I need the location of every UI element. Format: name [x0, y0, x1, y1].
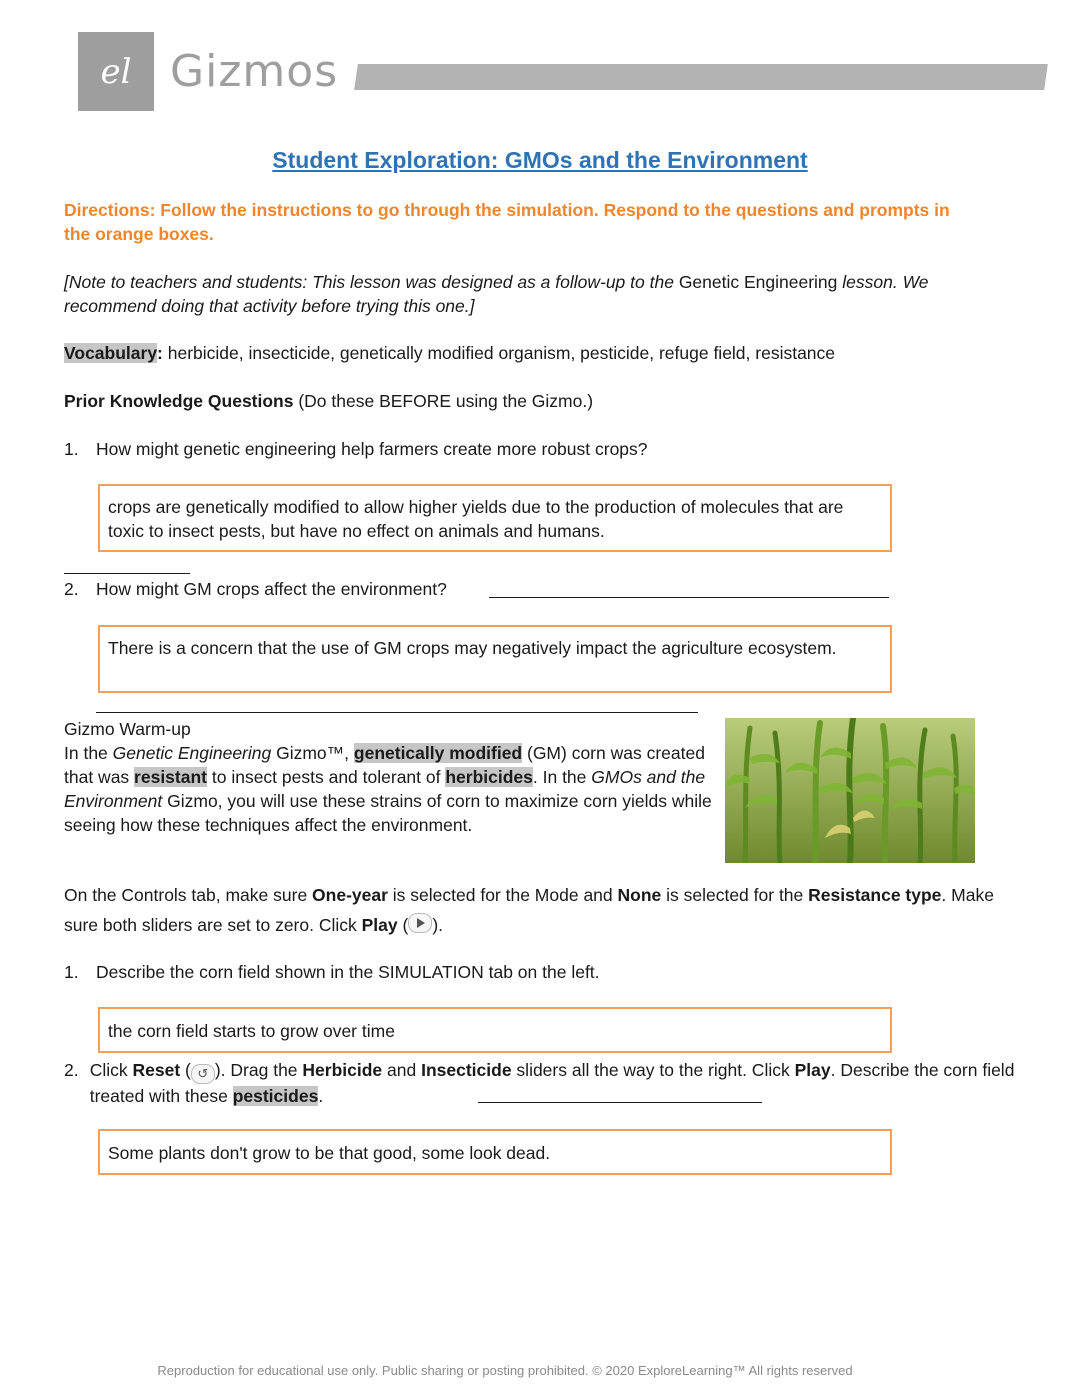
question-text: How might GM crops affect the environment?	[96, 579, 447, 599]
vocabulary-terms: herbicide, insecticide, genetically modified organism, pesticide, refuge field, resistance	[162, 343, 836, 363]
controls-text-part: is selected for the	[661, 885, 809, 905]
q2-text-part: ). Drag the	[214, 1060, 303, 1080]
answer-line	[489, 597, 889, 598]
answer-box-warmup-1[interactable]: the corn field starts to grow over time	[98, 1007, 892, 1053]
question-number: 1.	[64, 962, 79, 982]
warmup-text-part: (GM) corn was created that was	[64, 743, 705, 787]
question-number: 1.	[64, 439, 79, 459]
q2-text-part: sliders all the way to the right. Click	[511, 1060, 795, 1080]
vocabulary-label: Vocabulary	[64, 343, 158, 363]
answer-line	[96, 712, 698, 713]
term-genetically-modified: genetically modified	[353, 743, 523, 763]
corn-field-image	[725, 718, 975, 863]
q2-text-part: Click	[89, 1060, 133, 1080]
play-icon	[408, 913, 432, 933]
question-row	[64, 1058, 1024, 1108]
resistance-type-label: Resistance type	[808, 885, 942, 905]
vocabulary	[64, 341, 1024, 365]
prior-note: (Do these BEFORE using the Gizmo.)	[293, 391, 594, 411]
answer-box-prior-2[interactable]: There is a concern that the use of GM crops may negatively impact the agriculture ecosystem.	[98, 625, 892, 693]
vocabulary-colon: :	[157, 343, 163, 363]
teacher-note	[64, 270, 1004, 318]
prior-question-2	[64, 577, 447, 601]
explorelearning-logo-icon: el	[100, 51, 132, 92]
prior-label: Prior Knowledge Questions	[64, 391, 294, 411]
play-label: Play	[361, 915, 398, 935]
controls-text-part: On the Controls tab, make sure	[64, 885, 313, 905]
warmup-text-part: In the	[64, 743, 113, 763]
term-resistant: resistant	[134, 767, 207, 787]
question-number: 2.	[64, 1060, 79, 1080]
term-herbicides: herbicides	[445, 767, 533, 787]
q2-text-part: .	[318, 1086, 324, 1106]
answer-line	[478, 1102, 762, 1103]
controls-text-part: (	[397, 915, 409, 935]
brand-name: Gizmos	[170, 46, 339, 97]
header-bar	[354, 64, 1048, 90]
warmup-text-part: Gizmo, you will use these strains of corn to maximize corn yields while seeing how these techniques affect the environment.	[64, 791, 712, 835]
prior-knowledge-heading	[64, 389, 593, 413]
answer-line	[64, 573, 190, 574]
warmup-text	[64, 741, 724, 837]
note-part2: lesson. We recommend doing that activity before trying this one.]	[64, 272, 929, 316]
q2-text-part: (	[180, 1060, 191, 1080]
prior-question-1	[64, 437, 648, 461]
warmup-question-2	[64, 1058, 1024, 1108]
note-lesson-name: Genetic Engineering	[678, 272, 838, 292]
footer-copyright: Reproduction for educational use only. Public sharing or posting prohibited. © 2020 ExploreLearning™ All rights reserved	[157, 1363, 853, 1378]
mode-one-year: One-year	[312, 885, 388, 905]
controls-instructions	[64, 880, 1014, 940]
play-label: Play	[794, 1060, 831, 1080]
controls-text-part: . Make sure both sliders are set to zero. Click	[64, 885, 994, 935]
q2-text-part: . Describe the corn field treated with these	[89, 1060, 1015, 1106]
reset-icon: ↺	[191, 1064, 215, 1084]
insecticide-label: Insecticide	[421, 1060, 512, 1080]
warmup-heading: Gizmo Warm-up	[64, 719, 191, 739]
answer-box-prior-1[interactable]: crops are genetically modified to allow higher yields due to the production of molecules that are toxic to insect pests, but have no effect on animals and humans.	[98, 484, 892, 552]
question-text: How might genetic engineering help farmers create more robust crops?	[96, 439, 648, 459]
directions: Directions: Follow the instructions to go through the simulation. Respond to the questions and prompts in the orange boxes.	[64, 200, 950, 244]
resistance-none: None	[617, 885, 662, 905]
term-pesticides: pesticides	[232, 1086, 319, 1106]
warmup-text-part: . In the	[532, 767, 592, 787]
gizmo-warmup	[64, 717, 724, 837]
herbicide-label: Herbicide	[302, 1060, 383, 1080]
answer-box-warmup-2[interactable]: Some plants don't grow to be that good, some look dead.	[98, 1129, 892, 1175]
note-part1: [Note to teachers and students: This lesson was designed as a follow-up to the	[64, 272, 679, 292]
warmup-gizmo-name: GMOs and the Environment	[64, 767, 706, 811]
warmup-text-part: Gizmo™,	[271, 743, 354, 763]
q2-text-part: and	[382, 1060, 422, 1080]
question-number: 2.	[64, 579, 79, 599]
question-text: Describe the corn field shown in the SIMULATION tab on the left.	[96, 962, 600, 982]
question-text	[90, 1058, 1024, 1108]
warmup-text-part: to insect pests and tolerant of	[207, 767, 446, 787]
gizmos-logo	[78, 32, 154, 111]
reset-label: Reset	[132, 1060, 181, 1080]
page-title: Student Exploration: GMOs and the Environment	[272, 147, 808, 173]
controls-text-part: is selected for the Mode and	[387, 885, 618, 905]
warmup-question-1	[64, 960, 600, 984]
warmup-gizmo-name: Genetic Engineering	[112, 743, 272, 763]
controls-text-part: ).	[432, 915, 444, 935]
